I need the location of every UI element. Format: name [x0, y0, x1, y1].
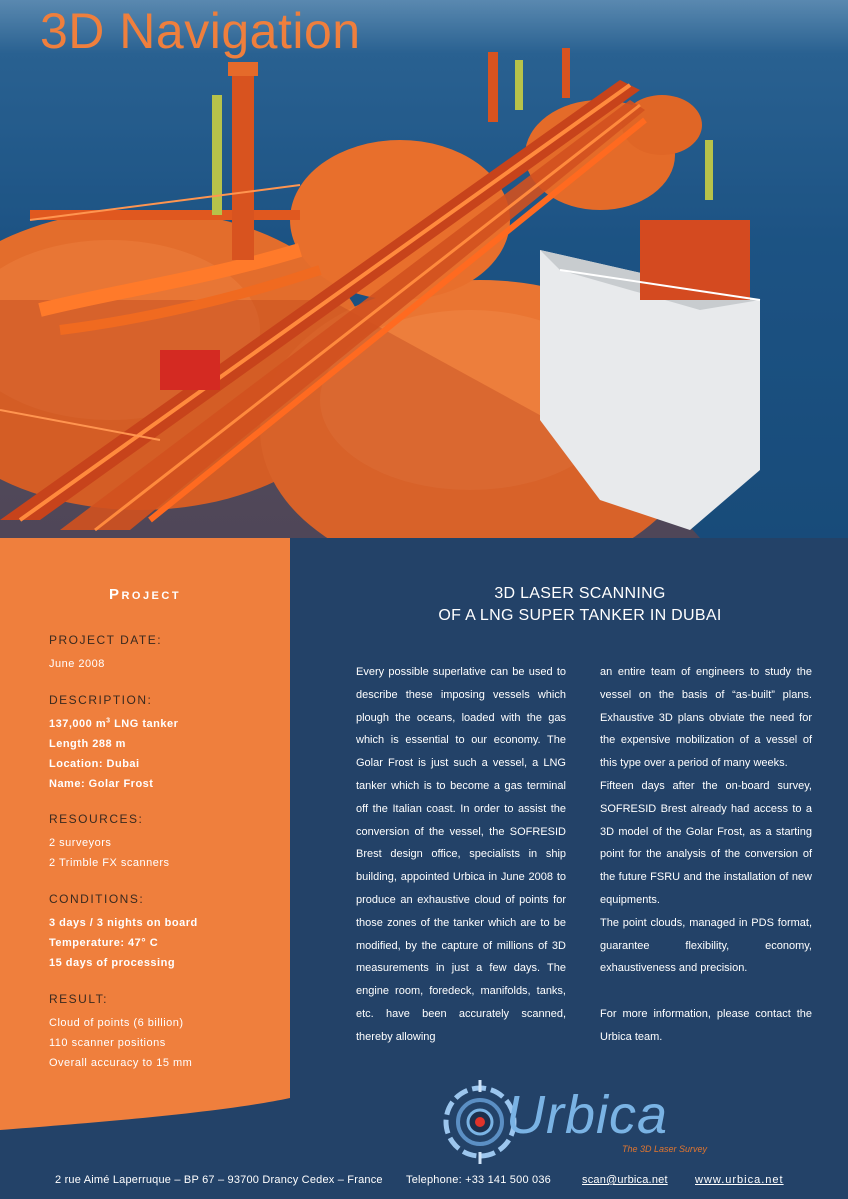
conditions-section [49, 892, 279, 973]
resources-scanners: 2 Trimble FX scanners [49, 857, 170, 869]
description-location: Location: Dubai [49, 758, 140, 770]
article-title-line2: OF A LNG SUPER TANKER IN DUBAI [438, 607, 722, 624]
description-capacity-suffix: LNG tanker [110, 718, 179, 730]
description-capacity [49, 714, 279, 734]
resources-section [49, 812, 279, 873]
article-paragraph: For more information, please contact the Urbica team. [600, 1008, 812, 1043]
result-accuracy: Overall accuracy to 15 mm [49, 1057, 193, 1069]
urbica-logo [436, 1078, 736, 1166]
description-section [49, 693, 279, 794]
page-title: 3D Navigation [40, 3, 361, 59]
tanker-illustration [0, 0, 848, 538]
description-capacity-prefix: 137,000 m [49, 718, 107, 730]
logo-name: Urbica [506, 1085, 669, 1145]
article-paragraph: Every possible superlative can be used to describe these imposing vessels which plough the oceans, loaded with the gas which is essential to our economy. The Golar Frost is just such a vessel, a LNG tanker which is to become a gas terminal off the Italian coast. In order to assist the conversion of the vessel, the SOFRESID Brest design office, specialists in ship building, appointed Urbica in June 2008 to produce an exhaustive cloud of points for those zones of the tanker which are to be modified, by the capture of millions of 3D measurements in just a few days. The engine room, foredeck, manifolds, tanks, etc. have been accurately scanned, thereby allowing [356, 666, 566, 1043]
description-label: DESCRIPTION: [49, 693, 153, 707]
description-capacity-sup: 3 [106, 717, 111, 725]
project-date-section [49, 633, 279, 674]
article-title-line1: 3D LASER SCANNING [494, 585, 666, 602]
article-paragraph: Fifteen days after the on-board survey, SOFRESID Brest already had access to a 3D model of the Golar Frost, as a starting point for the analysis of the conversion of the future FSRU and the installation of new equipments. [600, 779, 812, 906]
description-name: Name: Golar Frost [49, 778, 154, 790]
result-label: RESULT: [49, 992, 108, 1006]
hero-photo [0, 0, 848, 538]
footer-email-link[interactable]: scan@urbica.net [582, 1174, 668, 1186]
result-points: Cloud of points (6 billion) [49, 1017, 184, 1029]
conditions-duration: 3 days / 3 nights on board [49, 917, 198, 929]
conditions-label: CONDITIONS: [49, 892, 145, 906]
footer-address: 2 rue Aimé Laperruque – BP 67 – 93700 Drancy Cedex – France [55, 1174, 383, 1186]
result-positions: 110 scanner positions [49, 1037, 166, 1049]
conditions-processing: 15 days of processing [49, 957, 176, 969]
project-heading: Project [108, 586, 182, 603]
result-section [49, 992, 279, 1073]
article-paragraph: an entire team of engineers to study the vessel on the basis of “as-built” plans. Exhaustive 3D plans obviate the need for the expensive mobilization of a vessel of this type over a period of many weeks. [600, 666, 812, 770]
project-panel [0, 538, 290, 1138]
footer-website-link[interactable]: www.urbica.net [695, 1174, 784, 1186]
article-column-right [600, 661, 812, 1049]
description-length: Length 288 m [49, 738, 126, 750]
resources-surveyors: 2 surveyors [49, 837, 112, 849]
conditions-temperature: Temperature: 47° C [49, 937, 159, 949]
article-title [330, 583, 830, 627]
article-paragraph: The point clouds, managed in PDS format, guarantee flexibility, economy, exhaustiveness and precision. [600, 916, 812, 975]
footer-telephone: Telephone: +33 141 500 036 [406, 1174, 551, 1186]
project-date-value: June 2008 [49, 658, 105, 670]
project-date-label: PROJECT DATE: [49, 633, 163, 647]
resources-label: RESOURCES: [49, 812, 144, 826]
article-column-left [356, 661, 566, 1049]
logo-tagline: The 3D Laser Survey [622, 1144, 708, 1154]
